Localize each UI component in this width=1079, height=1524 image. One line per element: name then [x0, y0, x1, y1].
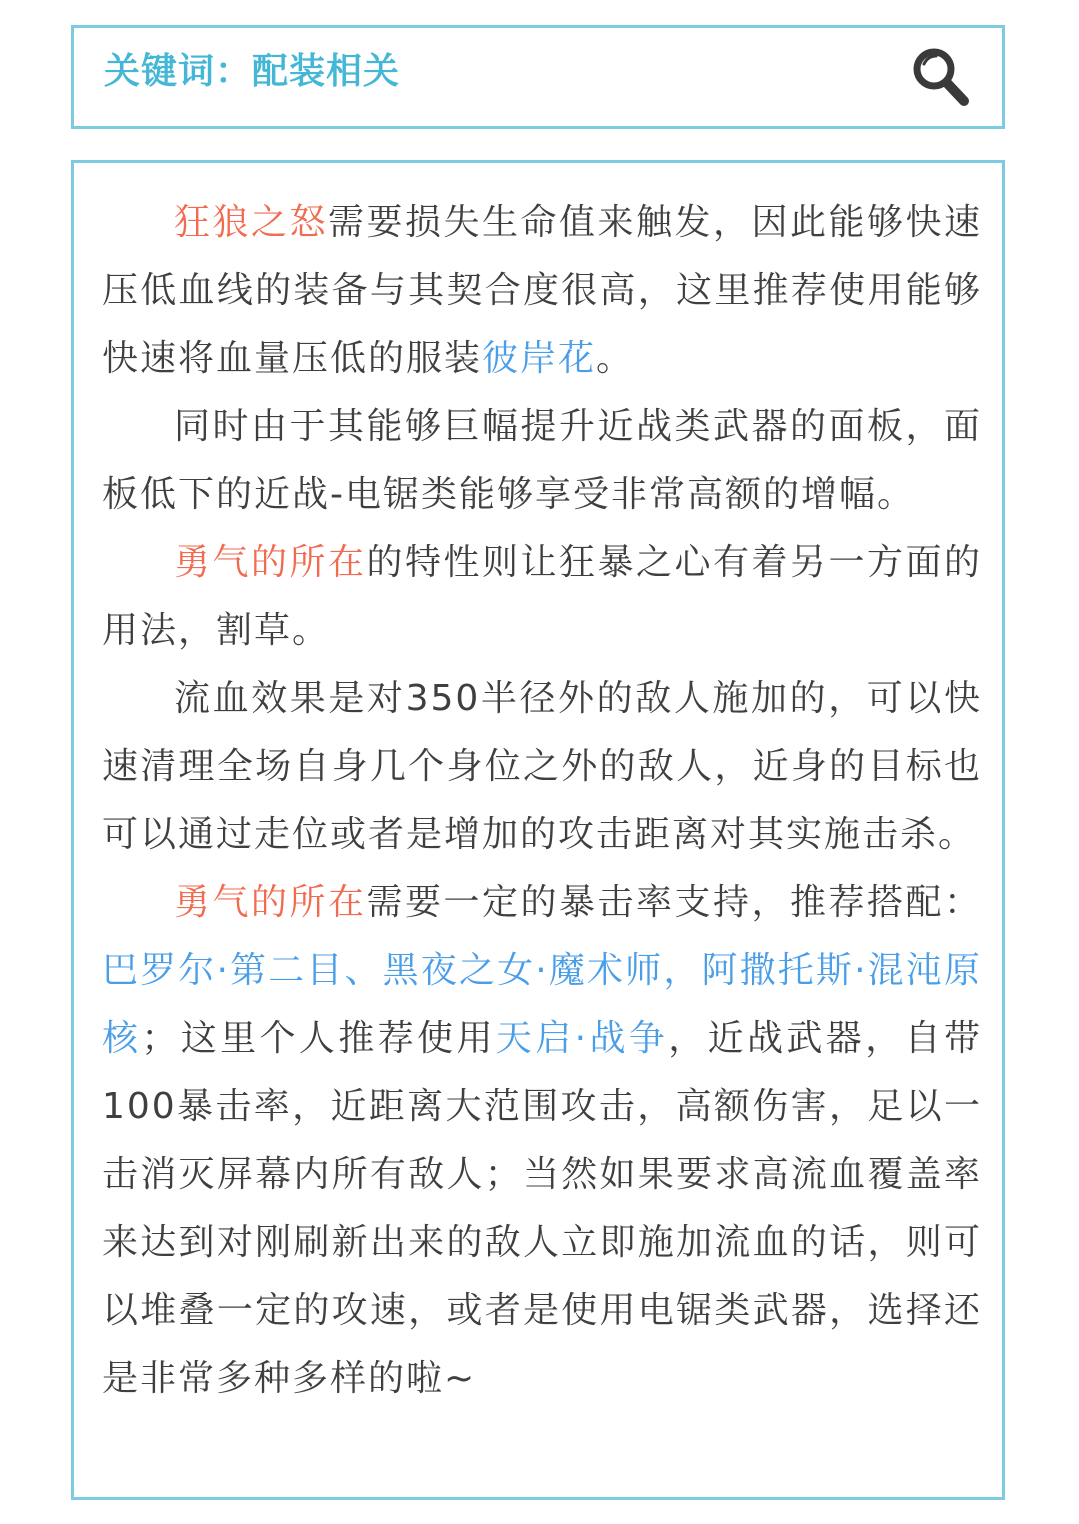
- skill-name-highlight: 勇气的所在: [174, 882, 367, 923]
- paragraph: [102, 393, 982, 529]
- keyword-title: 关键词：配装相关: [104, 51, 401, 92]
- article-body: [102, 189, 982, 1413]
- paragraph-text: 流血效果是对350半径外的敌人施加的，可以快速清理全场自身几个身位之外的敌人，近身的目标也可以通过走位或者是增加的攻击距离对其实施击杀。: [102, 678, 982, 855]
- keyword-search-box[interactable]: [71, 25, 1005, 129]
- paragraph: [102, 189, 982, 393]
- paragraph-text: ，近战武器，自带100暴击率，近距离大范围攻击，高额伤害，足以一击消灭屏幕内所有敌人；当然如果要求高流血覆盖率来达到对刚刷新出来的敌人立即施加流血的话，则可以堆叠一定的攻速，或者是使用电锯类武器，选择还是非常多种多样的啦~: [102, 1018, 982, 1399]
- paragraph-text: ；这里个人推荐使用: [141, 1018, 496, 1059]
- skill-name-highlight: 狂狼之怒: [174, 202, 328, 243]
- item-name-highlight: 巴罗尔·第二目、黑夜之女·魔术师，阿撒托斯·混沌原核: [102, 950, 982, 1059]
- paragraph-text: 需要损失生命值来触发，因此能够快速压低血线的装备与其契合度很高，这里推荐使用能够快速将血量压低的服装: [102, 202, 982, 379]
- paragraph-text: 的特性则让狂暴之心有着另一方面的用法，割草。: [102, 542, 982, 651]
- item-name-highlight: 天启·战争: [495, 1018, 669, 1059]
- search-icon[interactable]: [908, 42, 972, 110]
- paragraph: [102, 665, 982, 869]
- paragraph: [102, 529, 982, 665]
- paragraph-text: 。: [596, 338, 635, 379]
- article-content-box: [71, 160, 1005, 1500]
- paragraph-text: 需要一定的暴击率支持，推荐搭配：: [366, 882, 982, 923]
- item-name-highlight: 彼岸花: [482, 338, 597, 379]
- skill-name-highlight: 勇气的所在: [174, 542, 367, 583]
- paragraph: [102, 869, 982, 1413]
- paragraph-text: 同时由于其能够巨幅提升近战类武器的面板，面板低下的近战-电锯类能够享受非常高额的增幅。: [102, 406, 982, 515]
